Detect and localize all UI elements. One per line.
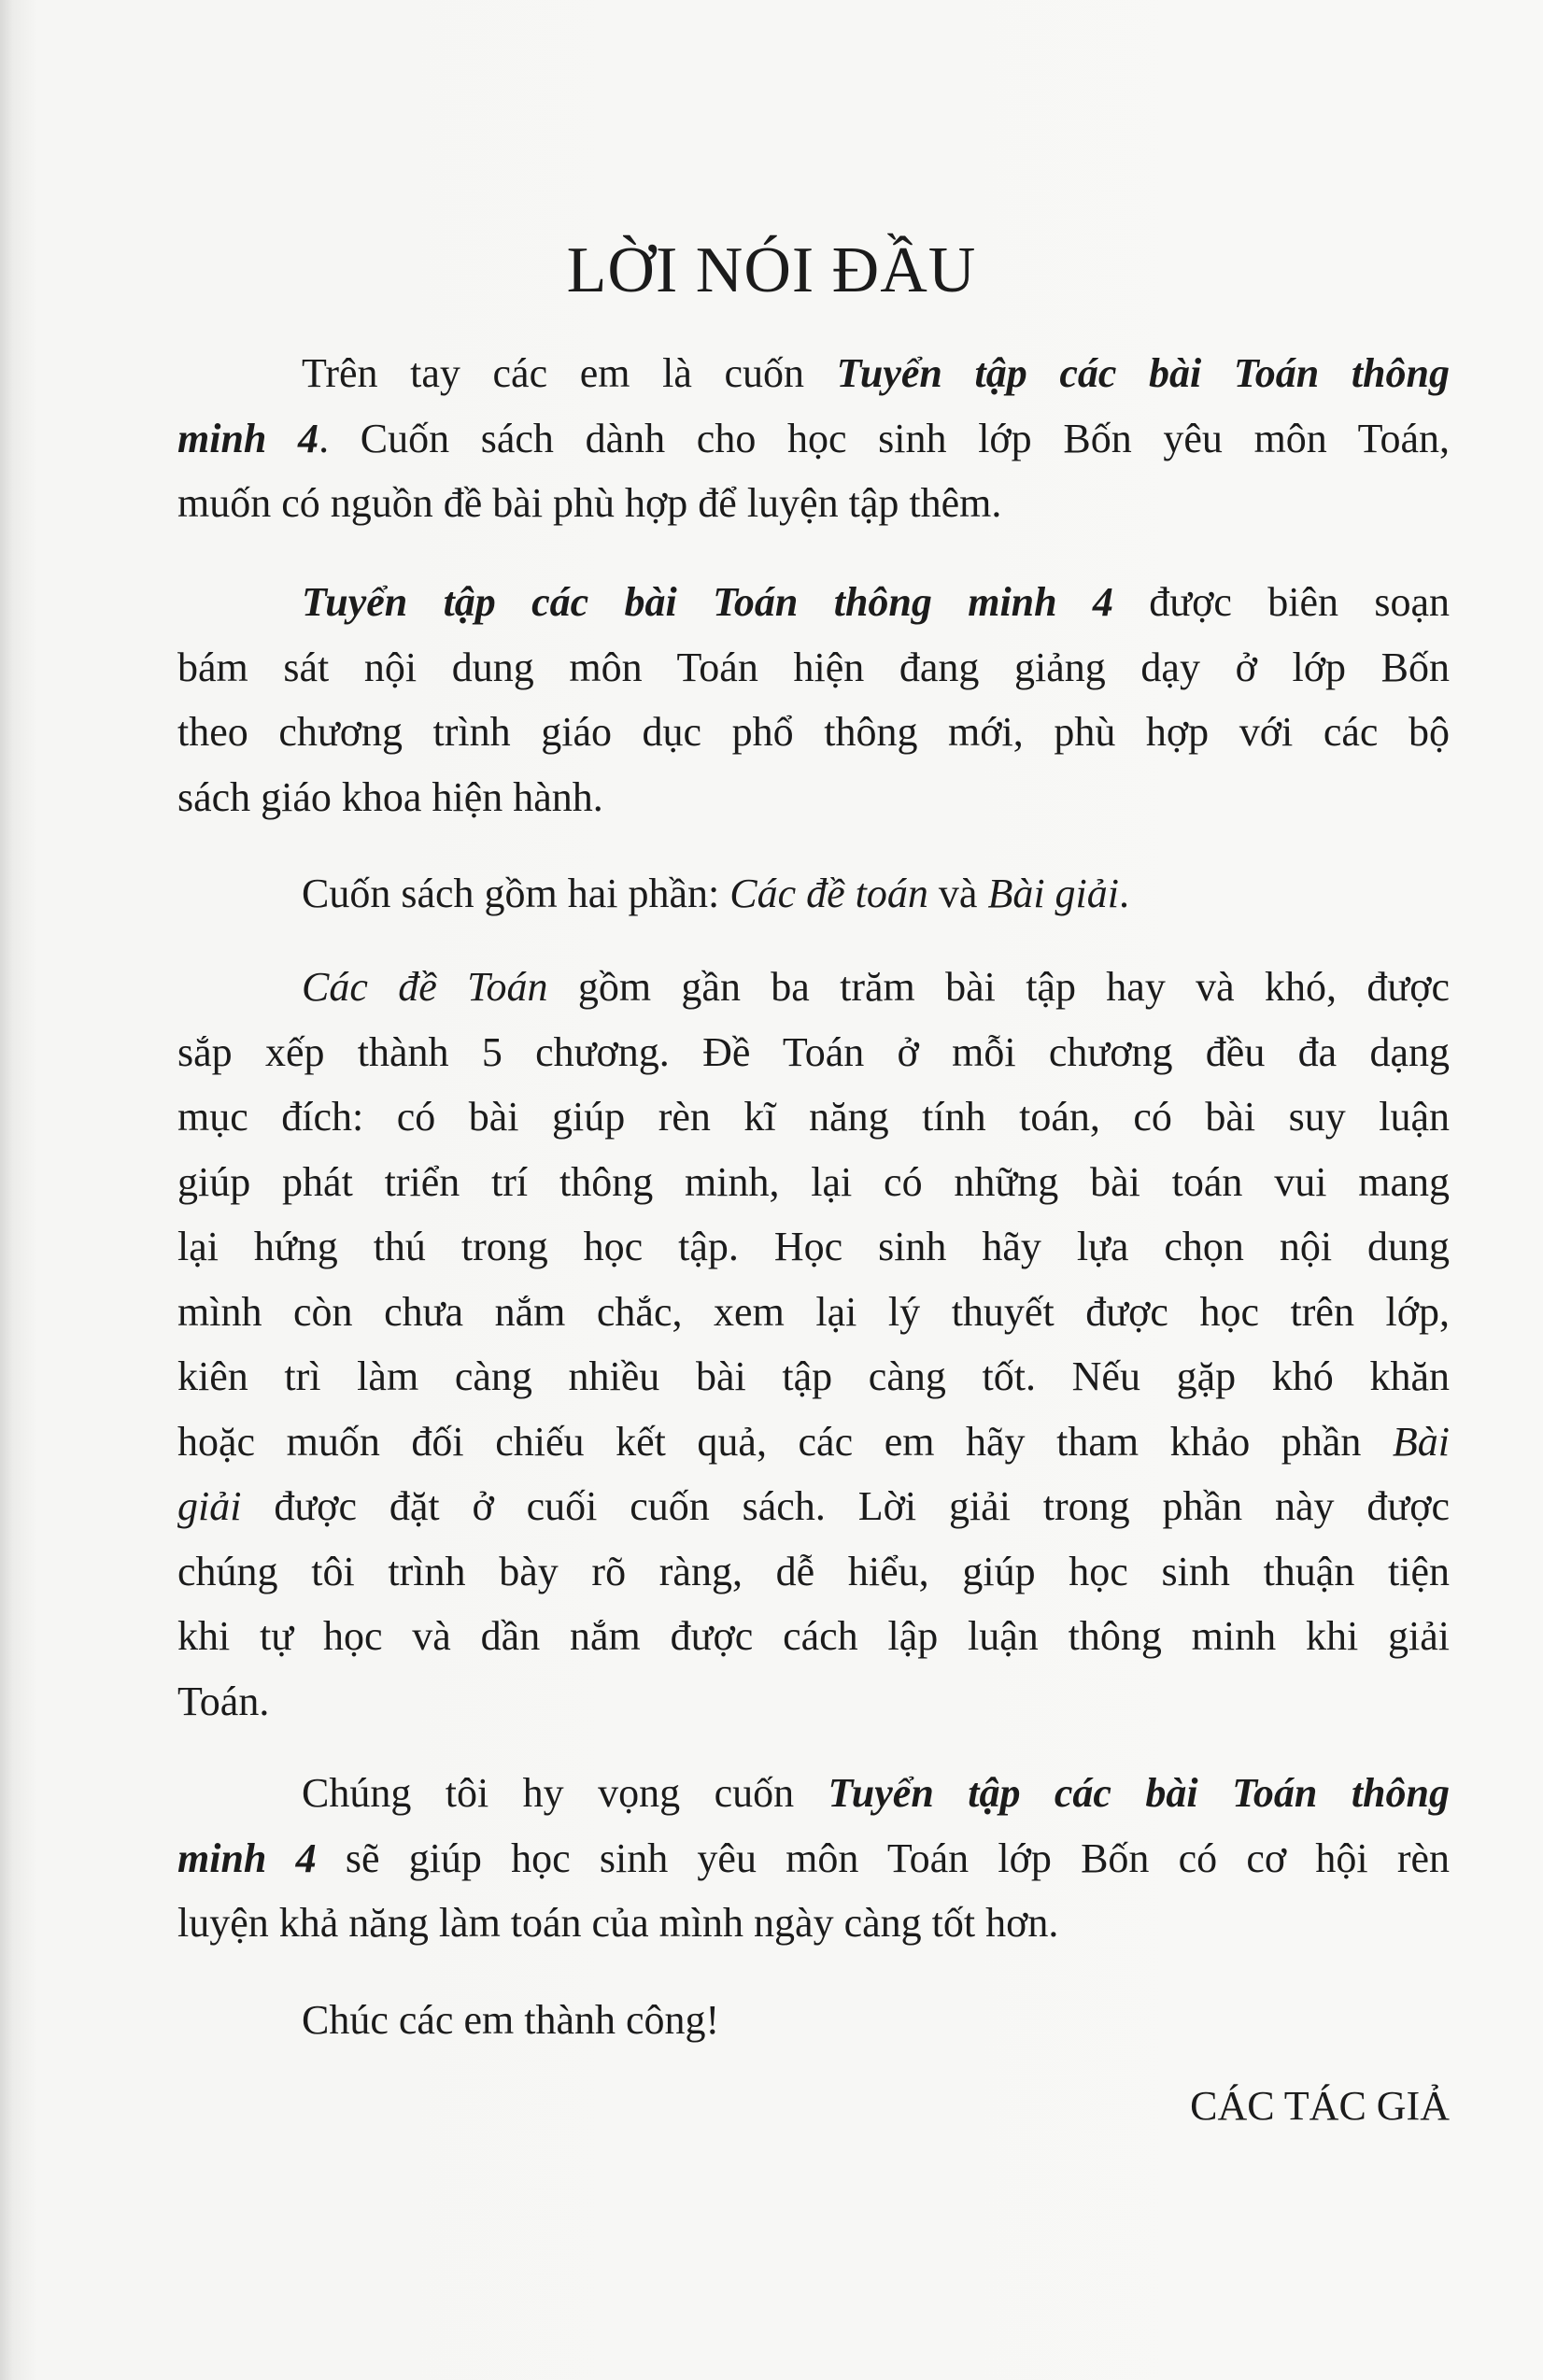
text-segment: . Cuốn sách dành cho học sinh lớp Bốn yêu môn Toán, [319, 415, 1450, 461]
text-segment: kiên trì làm càng nhiều bài tập càng tốt. Nếu gặp khó khăn [177, 1353, 1450, 1399]
text-segment: mục đích: có bài giúp rèn kĩ năng tính toán, có bài suy luận [177, 1094, 1450, 1140]
paragraph-wish [177, 1988, 1450, 2053]
emphasized-text: Tuyển tập các bài Toán thông minh 4 [302, 579, 1113, 625]
text-segment: Cuốn sách gồm hai phần: [302, 871, 730, 916]
signature: CÁC TÁC GIẢ [1190, 2083, 1450, 2129]
text-segment: theo chương trình giáo dục phổ thông mới, phù hợp với các bộ [177, 709, 1450, 755]
text-segment: . [1119, 871, 1129, 916]
text-line [177, 1539, 1450, 1605]
text-line [177, 1474, 1450, 1539]
text-line [177, 341, 1450, 406]
text-line [177, 1410, 1450, 1475]
text-segment: sắp xếp thành 5 chương. Đề Toán ở mỗi chương đều đa dạng [177, 1028, 1450, 1075]
text-segment: hoặc muốn đối chiếu kết quả, các em hãy tham khảo phần [177, 1418, 1393, 1465]
text-segment: sách giáo khoa hiện hành. [177, 773, 603, 820]
text-segment: luyện khả năng làm toán của mình ngày càng tốt hơn. [177, 1900, 1059, 1946]
text-segment: được biên soạn [1112, 579, 1450, 625]
emphasized-text: Bài giải [987, 871, 1119, 916]
emphasized-text: Các đề Toán [302, 964, 548, 1010]
paragraph-hope [177, 1761, 1450, 1956]
text-line [177, 471, 1450, 536]
emphasized-text: giải [177, 1483, 242, 1529]
text-line [177, 1084, 1450, 1150]
paragraph-exercises [177, 955, 1450, 1734]
text-line [177, 1826, 1450, 1891]
text-line [177, 1344, 1450, 1410]
text-line [177, 570, 1450, 635]
paragraph-structure [177, 861, 1450, 927]
text-segment: muốn có nguồn đề bài phù hợp để luyện tập thêm. [177, 480, 1002, 526]
text-line [177, 406, 1450, 472]
text-line [177, 700, 1450, 765]
emphasized-text: Bài [1392, 1418, 1450, 1465]
paragraph-description [177, 570, 1450, 829]
text-segment: mình còn chưa nắm chắc, xem lại lý thuyết được học trên lớp, [177, 1288, 1450, 1335]
text-segment: giúp phát triển trí thông minh, lại có những bài toán vui mang [177, 1158, 1450, 1205]
text-segment: gồm gần ba trăm bài tập hay và khó, được [547, 964, 1450, 1010]
text-segment: Toán. [177, 1678, 270, 1724]
text-line [177, 1988, 1450, 2053]
text-segment: Trên tay các em là cuốn [302, 350, 837, 396]
text-segment: bám sát nội dung môn Toán hiện đang giảng dạy ở lớp Bốn [177, 644, 1450, 690]
paragraph-intro [177, 341, 1450, 536]
text-line [177, 635, 1450, 701]
emphasized-text: Tuyển tập các bài Toán thông [828, 1770, 1450, 1816]
text-line [177, 1020, 1450, 1085]
text-segment: Chúng tôi hy vọng cuốn [302, 1770, 828, 1816]
emphasized-text: Các đề toán [729, 871, 928, 916]
emphasized-text: minh 4 [177, 415, 319, 461]
text-segment: Chúc các em thành công! [302, 1997, 720, 2043]
text-line [177, 861, 1450, 927]
page-title: LỜI NÓI ĐẦU [566, 234, 977, 306]
text-line [177, 955, 1450, 1020]
text-line [177, 1891, 1450, 1956]
text-segment: và [927, 871, 988, 916]
emphasized-text: Tuyển tập các bài Toán thông [836, 350, 1450, 396]
text-segment: được đặt ở cuối cuốn sách. Lời giải trong phần này được [241, 1483, 1450, 1529]
emphasized-text: minh 4 [177, 1835, 317, 1881]
text-line [177, 1280, 1450, 1345]
text-segment: sẽ giúp học sinh yêu môn Toán lớp Bốn có cơ hội rèn [316, 1835, 1450, 1881]
text-line [177, 1669, 1450, 1735]
text-line [177, 1214, 1450, 1280]
text-segment: chúng tôi trình bày rõ ràng, dễ hiểu, giúp học sinh thuận tiện [177, 1548, 1450, 1594]
text-line [177, 765, 1450, 830]
text-line [177, 1604, 1450, 1669]
text-segment: khi tự học và dần nắm được cách lập luận thông minh khi giải [177, 1613, 1450, 1659]
text-segment: lại hứng thú trong học tập. Học sinh hãy lựa chọn nội dung [177, 1224, 1450, 1269]
text-line [177, 1150, 1450, 1215]
text-line [177, 1761, 1450, 1826]
